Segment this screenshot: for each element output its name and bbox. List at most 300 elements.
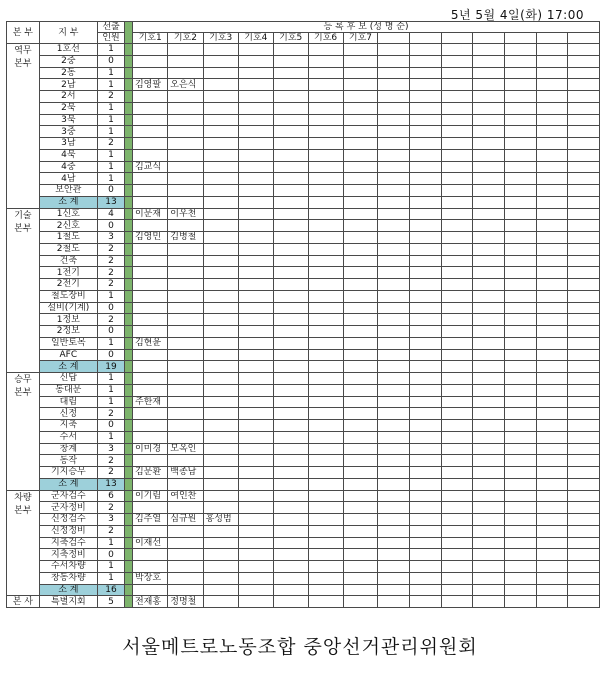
candidate-registration-table bbox=[6, 21, 600, 608]
division-name-line1: 승무 bbox=[14, 375, 32, 385]
candidate-cell bbox=[238, 326, 273, 338]
candidate-cell bbox=[273, 514, 308, 526]
candidate-cell bbox=[378, 396, 410, 408]
branch-name: 4북 bbox=[39, 149, 97, 161]
green-divider bbox=[125, 572, 133, 584]
candidate-cell bbox=[473, 126, 505, 138]
candidate-cell bbox=[410, 525, 442, 537]
green-divider bbox=[125, 255, 133, 267]
candidate-cell bbox=[273, 196, 308, 208]
candidate-cell bbox=[168, 455, 203, 467]
candidate-cell bbox=[132, 91, 167, 103]
candidate-cell bbox=[273, 149, 308, 161]
candidate-cell bbox=[343, 408, 378, 420]
candidate-cell bbox=[505, 455, 537, 467]
green-divider bbox=[125, 467, 133, 479]
candidate-cell bbox=[410, 114, 442, 126]
candidate-cell bbox=[473, 149, 505, 161]
candidate-cell bbox=[410, 255, 442, 267]
candidate-cell bbox=[536, 584, 568, 596]
candidate-cell bbox=[505, 208, 537, 220]
green-divider bbox=[125, 114, 133, 126]
candidate-cell bbox=[568, 196, 600, 208]
elected-count: 1 bbox=[97, 161, 124, 173]
candidate-slot-header: 기호5 bbox=[273, 33, 308, 44]
candidate-cell bbox=[203, 44, 238, 56]
candidate-cell bbox=[343, 138, 378, 150]
elected-count: 1 bbox=[97, 67, 124, 79]
candidate-cell bbox=[441, 232, 473, 244]
candidate-cell bbox=[568, 126, 600, 138]
elected-count: 1 bbox=[97, 149, 124, 161]
green-divider bbox=[125, 490, 133, 502]
green-divider bbox=[125, 302, 133, 314]
candidate-cell bbox=[441, 549, 473, 561]
candidate-cell bbox=[505, 102, 537, 114]
candidate-cell bbox=[536, 561, 568, 573]
candidate-cell bbox=[410, 455, 442, 467]
candidate-cell bbox=[473, 255, 505, 267]
candidate-cell bbox=[378, 185, 410, 197]
candidate-cell bbox=[441, 279, 473, 291]
candidate-cell: 박장호 bbox=[132, 572, 167, 584]
elected-count: 2 bbox=[97, 314, 124, 326]
candidate-cell bbox=[568, 549, 600, 561]
candidate-cell bbox=[568, 326, 600, 338]
subtotal-count: 13 bbox=[97, 478, 124, 490]
candidate-cell bbox=[441, 408, 473, 420]
candidate-cell bbox=[308, 455, 343, 467]
candidate-cell bbox=[238, 232, 273, 244]
candidate-cell bbox=[441, 455, 473, 467]
green-divider bbox=[125, 44, 133, 56]
candidate-cell bbox=[238, 443, 273, 455]
green-divider bbox=[125, 443, 133, 455]
candidate-cell bbox=[410, 431, 442, 443]
candidate-cell bbox=[505, 420, 537, 432]
candidate-cell bbox=[308, 185, 343, 197]
candidate-cell bbox=[441, 431, 473, 443]
candidate-cell bbox=[568, 232, 600, 244]
candidate-cell bbox=[273, 44, 308, 56]
branch-name: 보안관 bbox=[39, 185, 97, 197]
candidate-cell bbox=[536, 243, 568, 255]
candidate-cell bbox=[568, 502, 600, 514]
candidate-cell bbox=[473, 349, 505, 361]
candidate-cell bbox=[536, 126, 568, 138]
candidate-cell bbox=[378, 138, 410, 150]
elected-count: 1 bbox=[97, 373, 124, 385]
candidate-cell: 김현윤 bbox=[132, 337, 167, 349]
candidate-cell bbox=[536, 349, 568, 361]
candidate-cell bbox=[343, 337, 378, 349]
table-row bbox=[7, 596, 600, 608]
candidate-cell bbox=[568, 220, 600, 232]
candidate-cell bbox=[168, 408, 203, 420]
table-body bbox=[7, 44, 600, 608]
green-divider bbox=[125, 596, 133, 608]
candidate-cell bbox=[308, 102, 343, 114]
candidate-cell bbox=[378, 314, 410, 326]
candidate-cell bbox=[568, 396, 600, 408]
candidate-cell bbox=[238, 396, 273, 408]
division-name-line1: 역무 bbox=[14, 46, 32, 56]
candidate-cell bbox=[378, 490, 410, 502]
header-jibu: 지 부 bbox=[39, 22, 97, 44]
candidate-cell bbox=[203, 161, 238, 173]
candidate-cell bbox=[568, 91, 600, 103]
candidate-cell bbox=[168, 384, 203, 396]
candidate-cell bbox=[505, 149, 537, 161]
division-name-line2: 본부 bbox=[14, 505, 32, 516]
candidate-cell bbox=[273, 373, 308, 385]
subtotal-label: 소 계 bbox=[39, 196, 97, 208]
candidate-slot-header: 기호6 bbox=[308, 33, 343, 44]
candidate-cell bbox=[343, 525, 378, 537]
candidate-cell bbox=[473, 196, 505, 208]
green-divider bbox=[125, 79, 133, 91]
candidate-cell bbox=[343, 396, 378, 408]
candidate-cell bbox=[568, 525, 600, 537]
candidate-slot-header bbox=[378, 33, 410, 44]
candidate-cell bbox=[378, 537, 410, 549]
candidate-cell bbox=[473, 384, 505, 396]
candidate-cell bbox=[132, 220, 167, 232]
candidate-cell bbox=[378, 220, 410, 232]
candidate-cell bbox=[168, 549, 203, 561]
candidate-cell bbox=[473, 220, 505, 232]
candidate-cell bbox=[441, 243, 473, 255]
subtotal-row bbox=[7, 584, 600, 596]
candidate-cell: 김병철 bbox=[168, 232, 203, 244]
green-divider bbox=[125, 126, 133, 138]
candidate-cell bbox=[378, 478, 410, 490]
candidate-cell bbox=[536, 232, 568, 244]
candidate-cell bbox=[343, 220, 378, 232]
candidate-cell bbox=[568, 55, 600, 67]
candidate-cell bbox=[441, 525, 473, 537]
candidate-slot-header bbox=[568, 33, 600, 44]
candidate-cell bbox=[568, 267, 600, 279]
candidate-cell bbox=[568, 173, 600, 185]
elected-count: 2 bbox=[97, 455, 124, 467]
candidate-cell bbox=[536, 337, 568, 349]
candidate-cell: 백종남 bbox=[168, 467, 203, 479]
candidate-cell bbox=[441, 373, 473, 385]
candidate-cell: 김교식 bbox=[132, 161, 167, 173]
candidate-cell bbox=[343, 102, 378, 114]
candidate-cell bbox=[238, 455, 273, 467]
candidate-cell bbox=[378, 373, 410, 385]
candidate-cell bbox=[441, 502, 473, 514]
candidate-cell bbox=[168, 502, 203, 514]
candidate-cell bbox=[568, 443, 600, 455]
green-divider bbox=[125, 196, 133, 208]
candidate-cell bbox=[473, 584, 505, 596]
candidate-cell bbox=[536, 149, 568, 161]
green-divider bbox=[125, 349, 133, 361]
green-divider bbox=[125, 161, 133, 173]
elected-count: 1 bbox=[97, 561, 124, 573]
subtotal-count: 13 bbox=[97, 196, 124, 208]
candidate-cell bbox=[308, 232, 343, 244]
candidate-cell bbox=[441, 537, 473, 549]
candidate-cell bbox=[536, 408, 568, 420]
table-row bbox=[7, 220, 600, 232]
candidate-cell bbox=[536, 596, 568, 608]
candidate-cell bbox=[473, 173, 505, 185]
candidate-cell bbox=[132, 549, 167, 561]
table-row bbox=[7, 420, 600, 432]
green-divider bbox=[125, 138, 133, 150]
candidate-cell bbox=[132, 314, 167, 326]
branch-name: 지축검수 bbox=[39, 537, 97, 549]
candidate-cell bbox=[273, 243, 308, 255]
green-divider bbox=[125, 549, 133, 561]
candidate-slot-header: 기호4 bbox=[238, 33, 273, 44]
candidate-cell bbox=[410, 361, 442, 373]
elected-count: 4 bbox=[97, 208, 124, 220]
candidate-cell bbox=[238, 138, 273, 150]
candidate-cell bbox=[343, 290, 378, 302]
candidate-cell bbox=[505, 279, 537, 291]
green-divider bbox=[125, 361, 133, 373]
header-row bbox=[7, 22, 600, 33]
candidate-cell bbox=[568, 138, 600, 150]
candidate-cell bbox=[473, 361, 505, 373]
branch-name: 대림 bbox=[39, 396, 97, 408]
candidate-cell bbox=[505, 490, 537, 502]
report-date: 5년 5월 4일(화) 17:00 bbox=[450, 8, 584, 22]
branch-name: 3남 bbox=[39, 138, 97, 150]
candidate-cell bbox=[343, 267, 378, 279]
candidate-cell bbox=[203, 196, 238, 208]
candidate-cell bbox=[203, 220, 238, 232]
candidate-cell bbox=[203, 149, 238, 161]
candidate-cell bbox=[132, 302, 167, 314]
candidate-cell bbox=[343, 384, 378, 396]
header-elect-line2: 인원 bbox=[97, 33, 124, 44]
candidate-cell bbox=[343, 149, 378, 161]
candidate-cell bbox=[568, 302, 600, 314]
candidate-cell bbox=[343, 349, 378, 361]
division-name: 본 사 bbox=[7, 596, 40, 608]
candidate-cell bbox=[203, 572, 238, 584]
candidate-cell bbox=[568, 67, 600, 79]
candidate-cell bbox=[536, 91, 568, 103]
candidate-cell bbox=[505, 302, 537, 314]
candidate-slot-header: 기호1 bbox=[132, 33, 167, 44]
candidate-cell bbox=[505, 126, 537, 138]
candidate-cell bbox=[536, 490, 568, 502]
elected-count: 3 bbox=[97, 232, 124, 244]
candidate-cell bbox=[441, 208, 473, 220]
green-divider bbox=[125, 22, 133, 44]
branch-name: 1호선 bbox=[39, 44, 97, 56]
candidate-cell bbox=[536, 420, 568, 432]
candidate-cell bbox=[410, 102, 442, 114]
candidate-cell bbox=[568, 44, 600, 56]
candidate-cell bbox=[410, 173, 442, 185]
candidate-cell bbox=[473, 478, 505, 490]
candidate-cell bbox=[132, 373, 167, 385]
candidate-cell bbox=[410, 208, 442, 220]
header-bonbu: 본 부 bbox=[7, 22, 40, 44]
candidate-cell bbox=[238, 102, 273, 114]
candidate-cell bbox=[378, 55, 410, 67]
elected-count: 2 bbox=[97, 267, 124, 279]
candidate-cell bbox=[505, 55, 537, 67]
candidate-cell bbox=[441, 44, 473, 56]
table-row bbox=[7, 149, 600, 161]
candidate-cell bbox=[203, 408, 238, 420]
candidate-cell bbox=[343, 455, 378, 467]
candidate-cell bbox=[568, 361, 600, 373]
candidate-cell bbox=[505, 525, 537, 537]
candidate-cell bbox=[505, 161, 537, 173]
elected-count: 1 bbox=[97, 384, 124, 396]
candidate-cell bbox=[343, 326, 378, 338]
candidate-cell bbox=[308, 149, 343, 161]
candidate-cell bbox=[308, 537, 343, 549]
branch-name: 동작 bbox=[39, 455, 97, 467]
candidate-cell bbox=[273, 561, 308, 573]
candidate-cell bbox=[132, 196, 167, 208]
branch-name: 설비(기계) bbox=[39, 302, 97, 314]
candidate-cell bbox=[378, 561, 410, 573]
branch-name: 2신호 bbox=[39, 220, 97, 232]
candidate-cell bbox=[568, 114, 600, 126]
candidate-cell bbox=[536, 138, 568, 150]
candidate-cell bbox=[273, 161, 308, 173]
candidate-cell bbox=[410, 149, 442, 161]
elected-count: 2 bbox=[97, 408, 124, 420]
candidate-cell bbox=[168, 255, 203, 267]
elected-count: 1 bbox=[97, 572, 124, 584]
candidate-cell bbox=[505, 267, 537, 279]
candidate-cell bbox=[378, 349, 410, 361]
candidate-cell bbox=[203, 420, 238, 432]
green-divider bbox=[125, 478, 133, 490]
candidate-cell bbox=[410, 220, 442, 232]
elected-count: 1 bbox=[97, 126, 124, 138]
candidate-slot-header bbox=[536, 33, 568, 44]
candidate-cell bbox=[203, 349, 238, 361]
branch-name: 2북 bbox=[39, 102, 97, 114]
candidate-cell bbox=[441, 149, 473, 161]
candidate-cell bbox=[273, 220, 308, 232]
candidate-cell bbox=[343, 549, 378, 561]
candidate-cell bbox=[536, 44, 568, 56]
candidate-cell bbox=[168, 561, 203, 573]
elected-count: 3 bbox=[97, 443, 124, 455]
candidate-cell bbox=[536, 396, 568, 408]
candidate-cell bbox=[238, 126, 273, 138]
candidate-cell bbox=[273, 584, 308, 596]
elected-count: 0 bbox=[97, 220, 124, 232]
green-divider bbox=[125, 373, 133, 385]
candidate-cell bbox=[410, 537, 442, 549]
division-name bbox=[7, 44, 40, 209]
green-divider bbox=[125, 232, 133, 244]
candidate-cell bbox=[505, 408, 537, 420]
table-row bbox=[7, 572, 600, 584]
branch-name: 창계 bbox=[39, 443, 97, 455]
candidate-cell bbox=[378, 161, 410, 173]
table-row bbox=[7, 537, 600, 549]
candidate-cell bbox=[273, 408, 308, 420]
green-divider bbox=[125, 290, 133, 302]
candidate-cell bbox=[473, 490, 505, 502]
candidate-cell bbox=[568, 255, 600, 267]
table-row bbox=[7, 79, 600, 91]
candidate-cell bbox=[343, 537, 378, 549]
branch-name: 2전기 bbox=[39, 279, 97, 291]
candidate-cell bbox=[238, 490, 273, 502]
candidate-cell bbox=[378, 173, 410, 185]
candidate-cell bbox=[536, 255, 568, 267]
candidate-cell bbox=[536, 102, 568, 114]
candidate-cell bbox=[568, 431, 600, 443]
candidate-cell bbox=[410, 408, 442, 420]
candidate-cell bbox=[473, 431, 505, 443]
branch-name: 군자검수 bbox=[39, 490, 97, 502]
branch-name: 2중 bbox=[39, 55, 97, 67]
candidate-cell bbox=[308, 220, 343, 232]
candidate-cell bbox=[473, 467, 505, 479]
candidate-cell bbox=[273, 384, 308, 396]
candidate-cell bbox=[568, 185, 600, 197]
green-divider bbox=[125, 537, 133, 549]
candidate-cell bbox=[410, 267, 442, 279]
green-divider bbox=[125, 91, 133, 103]
candidate-cell bbox=[238, 302, 273, 314]
branch-name: 4중 bbox=[39, 161, 97, 173]
candidate-cell bbox=[238, 408, 273, 420]
candidate-cell bbox=[568, 314, 600, 326]
candidate-cell bbox=[568, 279, 600, 291]
candidate-cell bbox=[168, 537, 203, 549]
candidate-cell bbox=[410, 138, 442, 150]
candidate-cell bbox=[568, 349, 600, 361]
green-divider bbox=[125, 408, 133, 420]
candidate-cell bbox=[473, 267, 505, 279]
candidate-cell bbox=[203, 396, 238, 408]
candidate-cell bbox=[536, 514, 568, 526]
table-row bbox=[7, 490, 600, 502]
branch-name: 특별지회 bbox=[39, 596, 97, 608]
candidate-cell bbox=[378, 596, 410, 608]
green-divider bbox=[125, 431, 133, 443]
candidate-cell bbox=[308, 255, 343, 267]
candidate-cell bbox=[473, 232, 505, 244]
subtotal-label: 소 계 bbox=[39, 478, 97, 490]
green-divider bbox=[125, 67, 133, 79]
candidate-cell bbox=[238, 549, 273, 561]
candidate-cell bbox=[238, 149, 273, 161]
candidate-cell bbox=[410, 79, 442, 91]
candidate-cell bbox=[203, 185, 238, 197]
header-candidates: 등 록 후 보 (성 명 순) bbox=[132, 22, 599, 33]
candidate-cell bbox=[203, 549, 238, 561]
candidate-cell bbox=[441, 196, 473, 208]
table-row bbox=[7, 232, 600, 244]
branch-name: 1철도 bbox=[39, 232, 97, 244]
candidate-cell: 홍성범 bbox=[203, 514, 238, 526]
candidate-cell bbox=[441, 420, 473, 432]
candidate-cell bbox=[308, 326, 343, 338]
candidate-cell bbox=[203, 138, 238, 150]
